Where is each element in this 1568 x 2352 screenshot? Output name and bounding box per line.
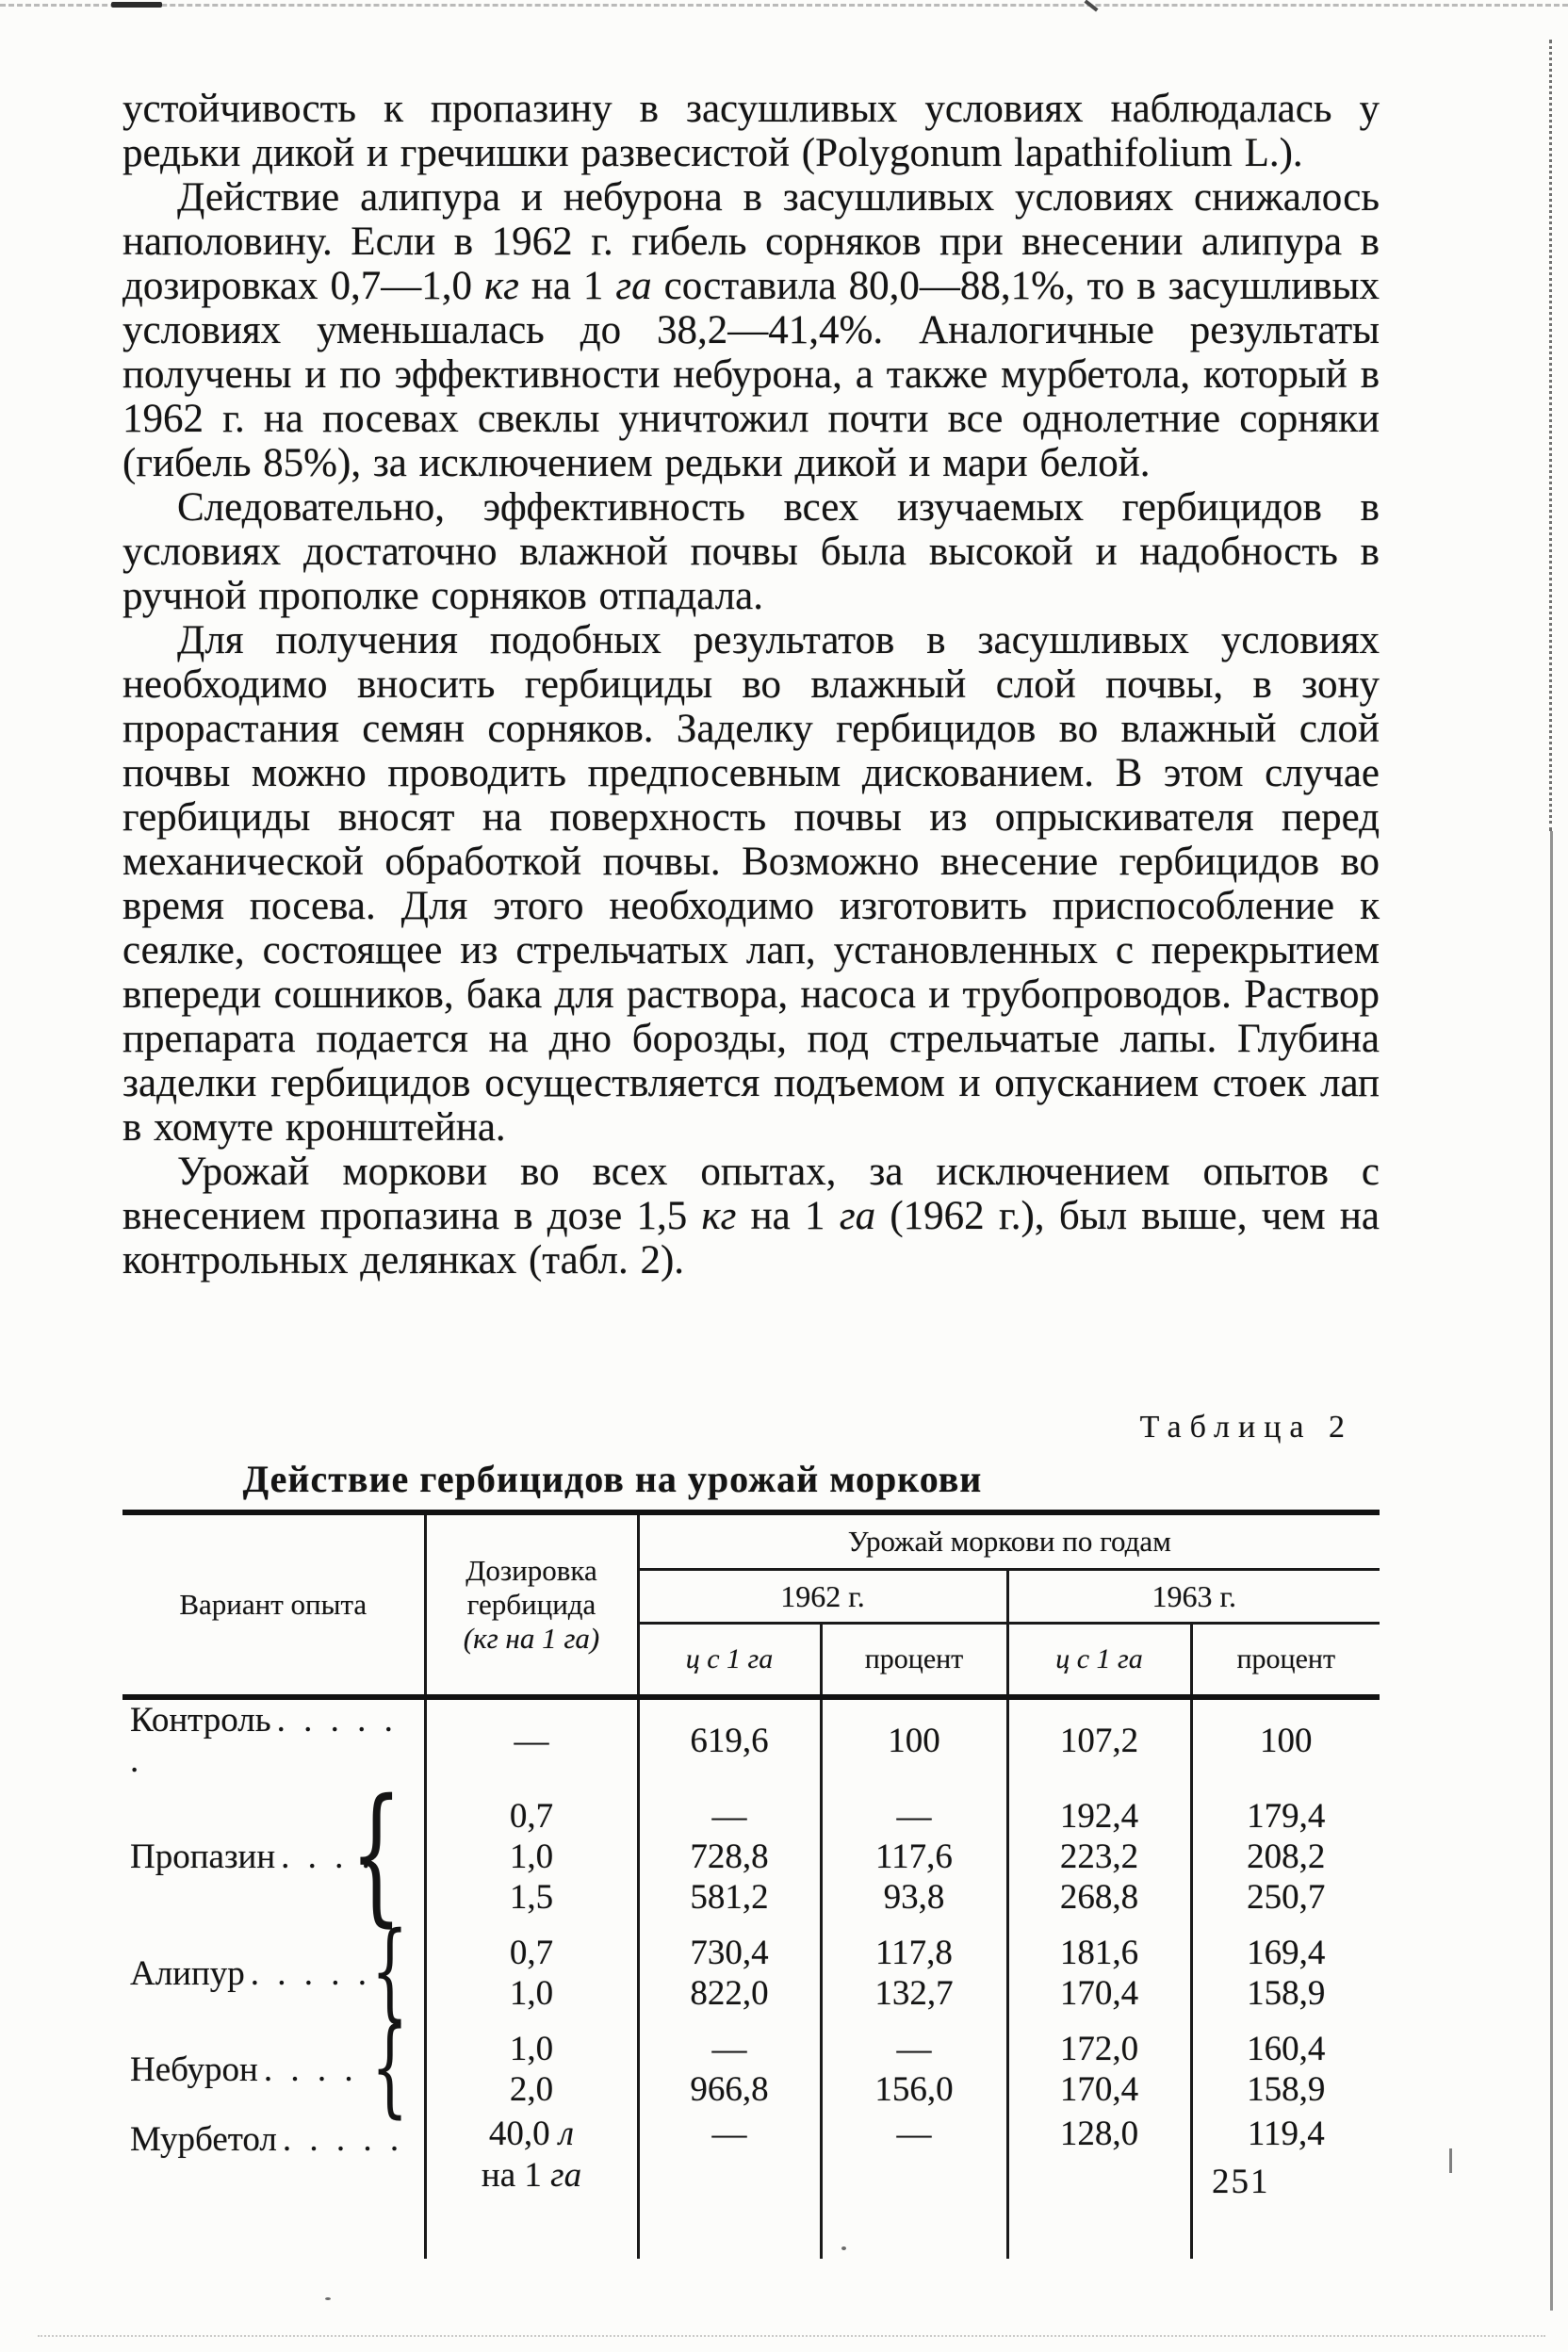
scan-mark bbox=[111, 2, 162, 8]
cell-value: 100 bbox=[1191, 1697, 1380, 1781]
dose-line: на 1 га bbox=[481, 2156, 582, 2195]
cell-value: — bbox=[821, 2029, 1007, 2069]
spacer-row bbox=[122, 1918, 1380, 1933]
table-header-row bbox=[122, 1512, 1380, 1570]
table-row bbox=[122, 1933, 1380, 1973]
col-header-centner-1963: ц с 1 га bbox=[1007, 1624, 1191, 1698]
cell-value: 728,8 bbox=[638, 1837, 821, 1877]
row-label: Контроль . . . . . . bbox=[130, 1701, 398, 1780]
cell-value: 100 bbox=[821, 1697, 1007, 1781]
cell-value: 117,8 bbox=[821, 1933, 1007, 1973]
col-header-1963: 1963 г. bbox=[1007, 1570, 1380, 1624]
cell-value: 119,4 bbox=[1191, 2110, 1380, 2232]
cell-value: 250,7 bbox=[1191, 1877, 1380, 1918]
cell-dose bbox=[425, 2110, 638, 2232]
group-brace: { bbox=[350, 1767, 402, 1941]
cell-value: 730,4 bbox=[638, 1933, 821, 1973]
text-block bbox=[122, 87, 1380, 1282]
cell-value: 966,8 bbox=[638, 2069, 821, 2110]
row-label: Мурбетол . . . . . bbox=[130, 2120, 404, 2159]
cell-dose: 1,0 bbox=[425, 2029, 638, 2069]
col-header-dose-line: (кг на 1 га) bbox=[463, 1622, 600, 1655]
col-header-dose-line: Дозировка bbox=[466, 1554, 597, 1587]
group-brace: { bbox=[371, 1909, 409, 2033]
cell-value: 581,2 bbox=[638, 1877, 821, 1918]
cell-value: 107,2 bbox=[1007, 1697, 1191, 1781]
table-rule-tail bbox=[122, 2232, 1380, 2259]
paragraph: Для получения подобных результатов в засушливых условиях необходимо вносить гербициды во влажный слой почвы, в зону прорастания семян сорняков. Заделку гербицидов во влажный слой почвы можно проводить предпосевным дискованием. В этом случае гербициды вносят на поверхность почвы из опрыскивателя перед механической обработкой почвы. Возможно внесение гербицидов во время посева. Для этого необходимо изготовить приспособление к сеялке, состоящее из стрельчатых лап, установленных с перекрытием впереди сошников, бака для раствора, насоса и трубопроводов. Раствор препарата подается на дно борозды, под стрельчатые лапы. Глубина заделки гербицидов осуществляется подъемом и опусканием стоек лап в хомуте кронштейна. bbox=[122, 618, 1380, 1150]
scan-edge-right bbox=[1549, 40, 1552, 831]
table-title: Действие гербицидов на урожай моркови bbox=[242, 1458, 983, 1500]
cell-value: 181,6 bbox=[1007, 1933, 1191, 1973]
cell-value: 822,0 bbox=[638, 1973, 821, 2014]
cell-dose: 1,0 bbox=[425, 1973, 638, 2014]
col-header-percent-1963: процент bbox=[1191, 1624, 1380, 1698]
cell-value: — bbox=[821, 1796, 1007, 1837]
cell-value: 179,4 bbox=[1191, 1796, 1380, 1837]
cell-value: 192,4 bbox=[1007, 1796, 1191, 1837]
cell-value: 172,0 bbox=[1007, 2029, 1191, 2069]
cell-value: 117,6 bbox=[821, 1837, 1007, 1877]
cell-dose: 1,5 bbox=[425, 1877, 638, 1918]
herbicide-yield-table bbox=[122, 1510, 1380, 2259]
scan-speck bbox=[325, 2297, 331, 2300]
spacer-row bbox=[122, 1781, 1380, 1796]
cell-value: 170,4 bbox=[1007, 1973, 1191, 2014]
cell-dose: 0,7 bbox=[425, 1933, 638, 1973]
table-row bbox=[122, 2029, 1380, 2069]
cell-dose: 1,0 bbox=[425, 1837, 638, 1877]
spacer-row bbox=[122, 2014, 1380, 2029]
cell-value: — bbox=[638, 2110, 821, 2232]
page-number: 251 bbox=[1212, 2163, 1270, 2201]
col-header-centner-1962: ц с 1 га bbox=[638, 1624, 821, 1698]
paragraph: Урожай моркови во всех опытах, за исключением опытов с внесением пропазина в дозе 1,5 кг на 1 га (1962 г.), был выше, чем на контрольных делянках (табл. 2). bbox=[122, 1150, 1380, 1282]
col-header-variant: Вариант опыта bbox=[122, 1512, 425, 1697]
cell-value: — bbox=[638, 1796, 821, 1837]
paragraph: Действие алипура и небурона в засушливых условиях снижалось наполовину. Если в 1962 г. гибель сорняков при внесении алипура в дозировках 0,7—1,0 кг на 1 га составила 80,0—88,1%, то в засушливых условиях уменьшалась до 38,2—41,4%. Аналогичные результаты получены и по эффективности небурона, а также мурбетола, который в 1962 г. на посевах свеклы уничтожил почти все однолетние сорняки (гибель 85%), за исключением редьки дикой и мари белой. bbox=[122, 175, 1380, 485]
col-header-dose-line: гербицида bbox=[466, 1588, 596, 1621]
scan-edge-right bbox=[1550, 831, 1553, 2311]
scan-edge-top bbox=[0, 4, 1568, 7]
table-number-label: Таблица 2 bbox=[1139, 1410, 1353, 1445]
cell-dose: — bbox=[425, 1697, 638, 1781]
row-label: Пропазин . . . . { bbox=[130, 1767, 402, 1941]
table-row bbox=[122, 2110, 1380, 2232]
cell-dose: 2,0 bbox=[425, 2069, 638, 2110]
cell-value: 169,4 bbox=[1191, 1933, 1380, 1973]
paragraph: Следовательно, эффективность всех изучаемых гербицидов в условиях достаточно влажной почвы была высокой и надобность в ручной прополке сорняков отпадала. bbox=[122, 485, 1380, 618]
cell-value: 160,4 bbox=[1191, 2029, 1380, 2069]
scan-speck bbox=[1449, 2148, 1452, 2173]
cell-value: 170,4 bbox=[1007, 2069, 1191, 2110]
cell-value: 128,0 bbox=[1007, 2110, 1191, 2232]
table-row bbox=[122, 1697, 1380, 1781]
col-header-yield-group: Урожай моркови по годам bbox=[638, 1512, 1380, 1570]
table-row bbox=[122, 1796, 1380, 1837]
col-header-1962: 1962 г. bbox=[638, 1570, 1007, 1624]
col-header-dose bbox=[425, 1512, 638, 1697]
row-label: Небурон . . . . { bbox=[130, 2005, 409, 2129]
row-label: Алипур . . . . . { bbox=[130, 1909, 409, 2033]
cell-value: 208,2 bbox=[1191, 1837, 1380, 1877]
cell-value: — bbox=[638, 2029, 821, 2069]
paragraph: устойчивость к пропазину в засушливых условиях наблюдалась у редьки дикой и гречишки развесистой (Polygonum lapathifolium L.). bbox=[122, 87, 1380, 175]
cell-value: 223,2 bbox=[1007, 1837, 1191, 1877]
col-header-percent-1962: процент bbox=[821, 1624, 1007, 1698]
scan-edge-bottom bbox=[38, 2335, 1545, 2337]
cell-value: 158,9 bbox=[1191, 2069, 1380, 2110]
dose-line: 40,0 л bbox=[488, 2115, 575, 2153]
cell-value: 268,8 bbox=[1007, 1877, 1191, 1918]
cell-value: 158,9 bbox=[1191, 1973, 1380, 2014]
cell-value: 93,8 bbox=[821, 1877, 1007, 1918]
cell-value: 156,0 bbox=[821, 2069, 1007, 2110]
cell-value: 619,6 bbox=[638, 1697, 821, 1781]
cell-value: 132,7 bbox=[821, 1973, 1007, 2014]
cell-value: — bbox=[821, 2110, 1007, 2232]
cell-dose: 0,7 bbox=[425, 1796, 638, 1837]
group-brace: { bbox=[371, 2005, 409, 2129]
